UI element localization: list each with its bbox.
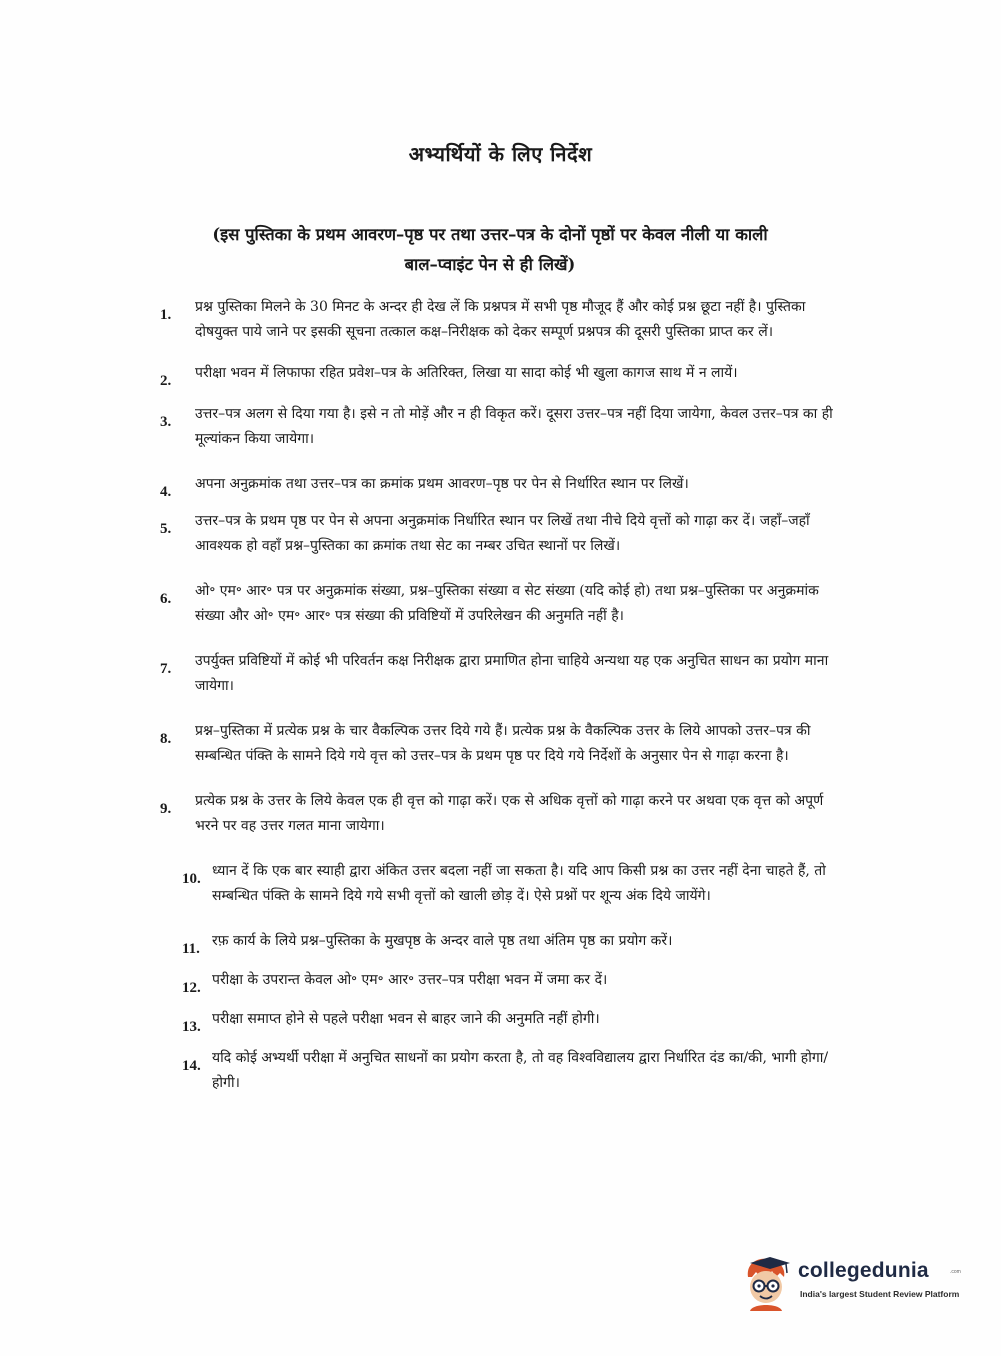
item-text: यदि कोई अभ्यर्थी परीक्षा में अनुचित साधनों का प्रयोग करता है, तो वह विश्वविद्यालय द्वारा निर्धारित दंड का/की, भागी होगा/होगी। [212,1050,829,1091]
item-number: 7. [160,661,172,677]
item-text: परीक्षा भवन में लिफाफा रहित प्रवेश–पत्र के अतिरिक्त, लिखा या सादा कोई भी खुला कागज साथ में न लायें। [195,365,738,381]
item-text: ध्यान दें कि एक बार स्याही द्वारा अंकित उत्तर बदला नहीं जा सकता है। यदि आप किसी प्रश्न का उत्तर नहीं देना चाहते हैं, तो सम्बन्धित पंक्ति के सामने दिये गये सभी वृत्तों को खाली छोड़ दें। ऐसे प्रश्नों पर शून्य अंक दिये जायेंगे। [212,863,826,904]
logo-wordmark: collegedunia [798,1259,929,1282]
item-number: 9. [160,801,172,817]
list-item [150,361,840,389]
collegedunia-watermark [740,1255,970,1315]
item-text: अपना अनुक्रमांक तथा उत्तर–पत्र का क्रमांक प्रथम आवरण–पृष्ठ पर पेन से निर्धारित स्थान पर लिखें। [195,476,689,492]
list-item [150,968,840,996]
list-item [150,789,840,839]
item-number: 10. [182,871,201,887]
list-item [150,579,840,629]
item-text: उपर्युक्त प्रविष्टियों में कोई भी परिवर्तन कक्ष निरीक्षक द्वारा प्रमाणित होना चाहिये अन्यथा यह एक अनुचित साधन का प्रयोग माना जायेगा। [195,653,829,694]
list-item [150,295,840,345]
list-item [150,929,840,957]
list-item [150,1007,840,1035]
logo-tagline: India's largest Student Review Platform [800,1289,960,1299]
item-text: परीक्षा समाप्त होने से पहले परीक्षा भवन से बाहर जाने की अनुमति नहीं होगी। [212,1011,600,1027]
logo-dotcom: .com [950,1269,961,1275]
item-number: 1. [160,307,172,323]
item-text: उत्तर–पत्र अलग से दिया गया है। इसे न तो मोड़ें और न ही विकृत करें। दूसरा उत्तर–पत्र नहीं दिया जायेगा, केवल उत्तर–पत्र का ही मूल्यांकन किया जायेगा। [195,406,833,447]
item-number: 3. [160,414,172,430]
list-item [150,719,840,769]
list-item [150,509,840,559]
list-item [150,472,840,500]
list-item [150,402,840,452]
page-subtitle: (इस पुस्तिका के प्रथम आवरण–पृष्ठ पर तथा उत्तर–पत्र के दोनों पृष्ठों पर केवल नीली या काली बाल–प्वाइंट पेन से ही लिखें) [212,225,768,274]
item-text: प्रत्येक प्रश्न के उत्तर के लिये केवल एक ही वृत्त को गाढ़ा करें। एक से अधिक वृत्तों को गाढ़ा करने पर अथवा एक वृत्त को अपूर्ण भरने पर वह उत्तर गलत माना जायेगा। [195,793,824,834]
item-text: प्रश्न–पुस्तिका में प्रत्येक प्रश्न के चार वैकल्पिक उत्तर दिये गये हैं। प्रत्येक प्रश्न के वैकल्पिक उत्तर के लिये आपको उत्तर–पत्र की सम्बन्धित पंक्ति के सामने दिये गये वृत्त को उत्तर–पत्र के प्रथम पृष्ठ पर दिये गये निर्देशों के अनुसार पेन से गाढ़ा करना है। [195,723,811,764]
item-text: उत्तर–पत्र के प्रथम पृष्ठ पर पेन से अपना अनुक्रमांक निर्धारित स्थान पर लिखें तथा नीचे दिये वृत्तों को गाढ़ा कर दें। जहाँ–जहाँ आवश्यक हो वहाँ प्रश्न–पुस्तिका का क्रमांक तथा सेट का नम्बर उचित स्थानों पर लिखें। [195,513,810,554]
item-number: 14. [182,1058,201,1074]
item-number: 13. [182,1019,201,1035]
instruction-list [150,295,840,1116]
item-number: 4. [160,484,172,500]
list-item [150,1046,840,1096]
item-number: 5. [160,521,172,537]
item-number: 12. [182,980,201,996]
mascot-logo-icon [740,1255,792,1311]
item-text: प्रश्न पुस्तिका मिलने के 30 मिनट के अन्दर ही देख लें कि प्रश्नपत्र में सभी पृष्ठ मौजूद हैं और कोई प्रश्न छूटा नहीं है। पुस्तिका दोषयुक्त पाये जाने पर इसकी सूचना तत्काल कक्ष–निरीक्षक को देकर सम्पूर्ण प्रश्नपत्र की दूसरी पुस्तिका प्राप्त कर लें। [195,299,806,340]
item-number: 2. [160,373,172,389]
item-number: 6. [160,591,172,607]
item-text: परीक्षा के उपरान्त केवल ओ॰ एम॰ आर॰ उत्तर–पत्र परीक्षा भवन में जमा कर दें। [212,972,608,988]
page-title: अभ्यर्थियों के लिए निर्देश [408,142,593,166]
item-text: ओ॰ एम॰ आर॰ पत्र पर अनुक्रमांक संख्या, प्रश्न–पुस्तिका संख्या व सेट संख्या (यदि कोई हो) तथा प्रश्न–पुस्तिका पर अनुक्रमांक संख्या और ओ॰ एम॰ आर॰ पत्र संख्या की प्रविष्टियों में उपरिलेखन की अनुमति नहीं है। [195,583,819,624]
item-number: 8. [160,731,172,747]
item-text: रफ़ कार्य के लिये प्रश्न–पुस्तिका के मुखपृष्ठ के अन्दर वाले पृष्ठ तथा अंतिम पृष्ठ का प्रयोग करें। [212,933,673,949]
item-number: 11. [182,941,200,957]
list-item [150,649,840,699]
list-item [150,859,840,909]
